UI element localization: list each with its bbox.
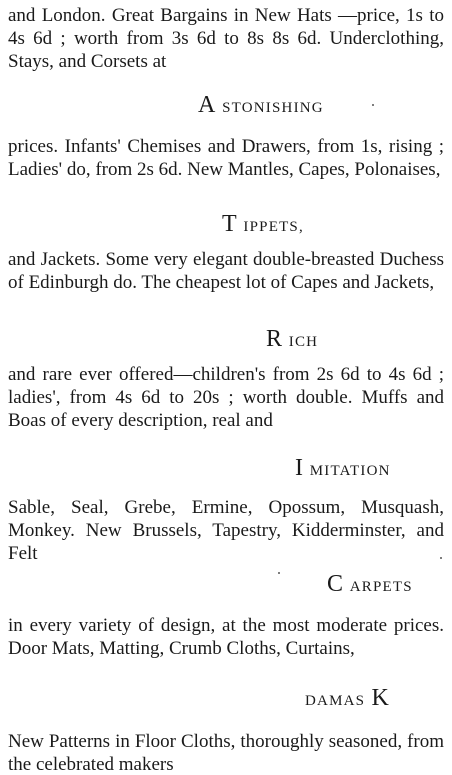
heading-imitation: [295, 455, 391, 484]
heading-initial: C: [327, 571, 344, 597]
heading-rest: MITATION: [309, 463, 391, 479]
heading-initial: T: [222, 211, 238, 237]
paragraph-1: and London. Great Bargains in New Hats —price, 1s to 4s 6d ; worth from 3s 6d to 8s 8s 6d. Underclothing, Stays, and Corsets at: [8, 5, 444, 72]
heading-rest: ARPETS: [349, 579, 413, 595]
paragraph-4: and rare ever offered—children's from 2s 6d to 4s 6d ; ladies', from 4s 6d to 20s ; worth double. Muffs and Boas of every description, real and: [8, 364, 444, 431]
heading-initial: A: [198, 92, 216, 118]
heading-rich: [266, 326, 318, 355]
heading-final: K: [371, 685, 390, 711]
heading-initial: R: [266, 326, 283, 352]
paragraph-2: prices. Infants' Chemises and Drawers, from 1s, rising ; Ladies' do, from 2s 6d. New Mantles, Capes, Polonaises,: [8, 136, 444, 180]
heading-rest: IPPETS,: [243, 219, 304, 235]
heading-carpets: [327, 571, 413, 600]
paragraph-7: New Patterns in Floor Cloths, thoroughly seasoned, from the celebrated makers: [8, 731, 444, 775]
heading-initial: I: [295, 455, 304, 481]
heading-lead: DAMAS: [305, 693, 366, 709]
print-speck: [278, 572, 280, 574]
paragraph-6: in every variety of design, at the most moderate prices. Door Mats, Matting, Crumb Cloths, Curtains,: [8, 615, 444, 659]
heading-rest: ICH: [288, 334, 319, 350]
print-speck: [372, 104, 374, 106]
heading-tippets: [222, 211, 304, 240]
heading-rest: STONISHING: [222, 100, 324, 116]
paragraph-5: Sable, Seal, Grebe, Ermine, Opossum, Musquash, Monkey. New Brussels, Tapestry, Kidderminster, and Felt: [8, 497, 444, 564]
heading-damask: [305, 685, 389, 714]
print-speck: [440, 557, 442, 559]
paragraph-3: and Jackets. Some very elegant double-breasted Duchess of Edinburgh do. The cheapest lot of Capes and Jackets,: [8, 249, 444, 293]
heading-astonishing: [198, 92, 324, 121]
